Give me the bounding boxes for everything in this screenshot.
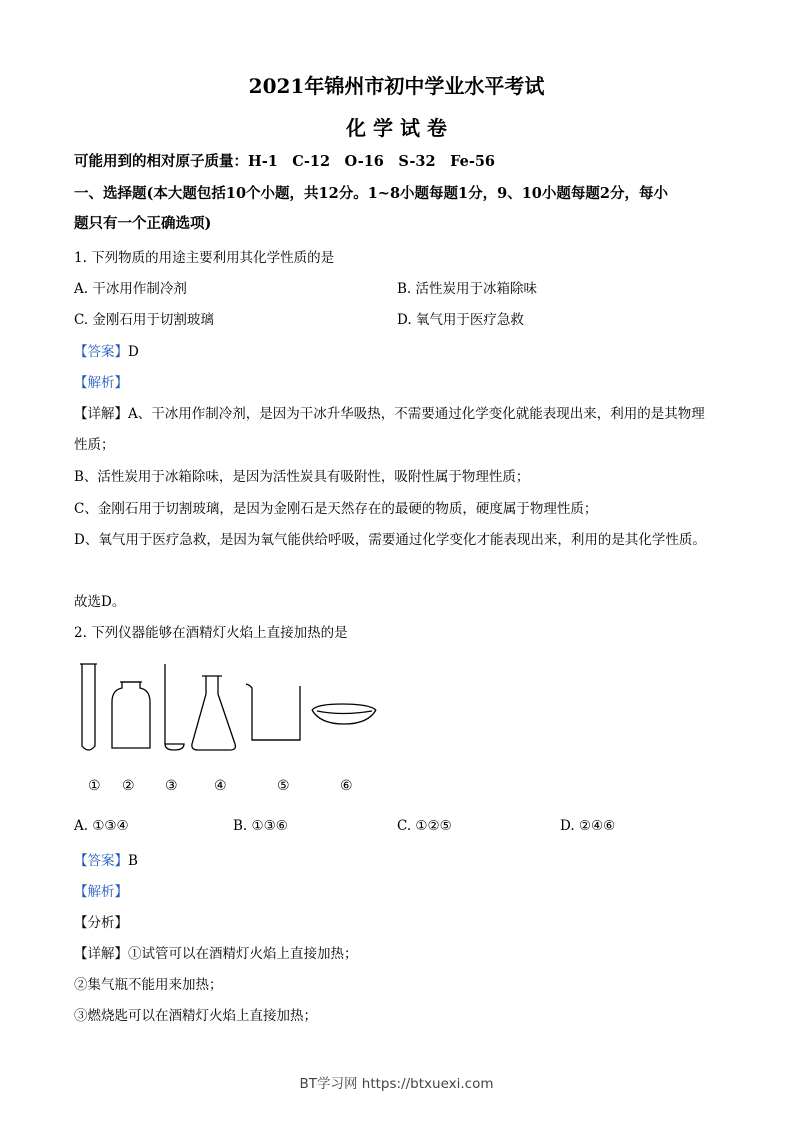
q1-option-a: A. 干冰用作制冷剂 xyxy=(74,281,187,297)
conical-flask-icon xyxy=(192,676,236,750)
q1-detail-line2: 性质； xyxy=(74,437,115,453)
atomic-masses: 可能用到的相对原子质量：H-1 C-12 O-16 S-32 Fe-56 xyxy=(74,153,496,170)
apparatus-label-6: ⑥ xyxy=(340,778,353,794)
q1-stem: 1. 下列物质的用途主要利用其化学性质的是 xyxy=(74,250,335,266)
q1-option-c: C. 金刚石用于切割玻璃 xyxy=(74,312,214,328)
answer-tag: 【答案】 xyxy=(74,344,128,360)
lab-apparatus-figure xyxy=(70,660,390,764)
q1-detail-line1: 【详解】A、干冰用作制冷剂，是因为干冰升华吸热，不需要通过化学变化就能表现出来，利用的是其物理 xyxy=(74,406,705,422)
apparatus-label-1: ① xyxy=(88,778,101,794)
q2-detail-3: ③燃烧匙可以在酒精灯火焰上直接加热； xyxy=(74,1008,317,1024)
evaporating-dish-icon xyxy=(312,704,376,724)
q2-option-a: A. ①③④ xyxy=(74,818,129,834)
answer-value: B xyxy=(128,853,138,869)
q2-answer xyxy=(74,849,138,869)
q2-detail-2: ②集气瓶不能用来加热； xyxy=(74,977,223,993)
apparatus-label-5: ⑤ xyxy=(277,778,290,794)
combustion-spoon-icon xyxy=(165,664,184,750)
apparatus-label-4: ④ xyxy=(214,778,227,794)
q2-fenxi: 【分析】 xyxy=(74,915,128,931)
q1-detail-c: C、金刚石用于切割玻璃，是因为金刚石是天然存在的最硬的物质，硬度属于物理性质； xyxy=(74,501,598,517)
apparatus-label-3: ③ xyxy=(165,778,178,794)
q2-detail-1: 【详解】①试管可以在酒精灯火焰上直接加热； xyxy=(74,946,358,962)
q2-option-b: B. ①③⑥ xyxy=(233,818,288,834)
test-tube-icon xyxy=(80,664,97,750)
q1-option-d: D. 氧气用于医疗急救 xyxy=(397,312,524,328)
q1-detail-d: D、氧气用于医疗急救，是因为氧气能供给呼吸，需要通过化学变化才能表现出来，利用的是其化学性质。 xyxy=(74,532,706,548)
footer-watermark: BT学习网 https://btxuexi.com xyxy=(299,1076,494,1092)
q2-stem: 2. 下列仪器能够在酒精灯火焰上直接加热的是 xyxy=(74,625,348,641)
beaker-icon xyxy=(246,684,300,740)
page-title: 2021年锦州市初中学业水平考试 xyxy=(248,74,545,98)
q1-answer xyxy=(74,340,139,360)
page-subtitle: 化 学 试 卷 xyxy=(346,116,447,140)
q2-analysis-tag: 【解析】 xyxy=(74,884,128,900)
q1-option-b: B. 活性炭用于冰箱除味 xyxy=(397,281,538,297)
apparatus-label-2: ② xyxy=(122,778,135,794)
section-heading-line1: 一、选择题(本大题包括10个小题，共12分。1~8小题每题1分，9、10小题每题2分，每小 xyxy=(74,185,668,202)
section-heading-line2: 题只有一个正确选项) xyxy=(74,215,212,232)
answer-tag: 【答案】 xyxy=(74,853,128,869)
q2-option-c: C. ①②⑤ xyxy=(397,818,452,834)
q1-analysis-tag: 【解析】 xyxy=(74,375,128,391)
gas-jar-icon xyxy=(112,682,150,748)
q1-detail-b: B、活性炭用于冰箱除味，是因为活性炭具有吸附性，吸附性属于物理性质； xyxy=(74,469,530,485)
answer-value: D xyxy=(128,344,139,360)
q2-option-d: D. ②④⑥ xyxy=(560,818,616,834)
q1-conclusion: 故选D。 xyxy=(74,594,126,610)
